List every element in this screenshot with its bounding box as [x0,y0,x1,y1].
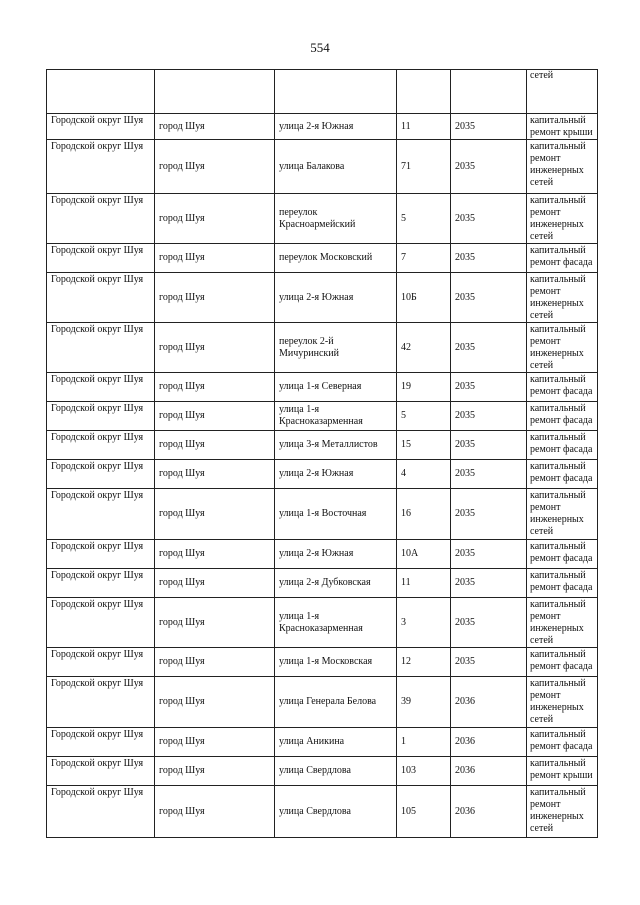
cell-address: переулок Красноармейский [275,194,397,244]
cell-settlement: город Шуя [155,598,275,648]
cell-work-type: капитальный ремонт фасада [527,728,598,757]
cell-work-type: капитальный ремонт инженерных сетей [527,489,598,540]
cell-house-number: 3 [397,598,451,648]
table-row [47,757,598,786]
cell-house-number: 1 [397,728,451,757]
cell-house-number: 16 [397,489,451,540]
cell-house-number: 7 [397,244,451,273]
cell-municipality: Городской округ Шуя [47,373,155,402]
cell-municipality: Городской округ Шуя [47,460,155,489]
cell-work-type: капитальный ремонт крыши [527,114,598,140]
cell-settlement: город Шуя [155,323,275,373]
cell-year: 2035 [451,140,527,194]
cell-municipality: Городской округ Шуя [47,648,155,677]
table-row [47,460,598,489]
table-row [47,194,598,244]
table-row [47,598,598,648]
cell-year: 2035 [451,569,527,598]
cell-municipality: Городской округ Шуя [47,114,155,140]
cell-work-type: капитальный ремонт инженерных сетей [527,598,598,648]
cell-settlement: город Шуя [155,677,275,728]
cell-address: улица Балакова [275,140,397,194]
cell-municipality: Городской округ Шуя [47,540,155,569]
cell-year: 2035 [451,648,527,677]
cell-work-type: капитальный ремонт фасада [527,540,598,569]
cell-settlement: город Шуя [155,569,275,598]
cell-house-number: 5 [397,194,451,244]
cell-address: улица 2-я Дубковская [275,569,397,598]
cell-municipality: Городской округ Шуя [47,323,155,373]
cell-year: 2035 [451,402,527,431]
table-row [47,114,598,140]
cell-work-type: капитальный ремонт крыши [527,757,598,786]
cell-address [275,70,397,114]
cell-year: 2035 [451,373,527,402]
cell-address: улица 1-я Красноказарменная [275,598,397,648]
cell-settlement: город Шуя [155,757,275,786]
cell-municipality: Городской округ Шуя [47,273,155,323]
cell-year: 2035 [451,194,527,244]
cell-house-number: 103 [397,757,451,786]
cell-year: 2035 [451,489,527,540]
table-row [47,569,598,598]
cell-house-number [397,70,451,114]
cell-address: улица 2-я Южная [275,460,397,489]
cell-address: улица 3-я Металлистов [275,431,397,460]
cell-work-type: капитальный ремонт фасада [527,648,598,677]
cell-settlement: город Шуя [155,489,275,540]
cell-address: улица 1-я Северная [275,373,397,402]
cell-address: улица 2-я Южная [275,540,397,569]
cell-year: 2036 [451,728,527,757]
housing-repair-table [46,69,598,838]
cell-year: 2035 [451,114,527,140]
cell-settlement: город Шуя [155,460,275,489]
cell-address: улица Свердлова [275,786,397,838]
cell-work-type: капитальный ремонт инженерных сетей [527,323,598,373]
cell-address: улица 1-я Московская [275,648,397,677]
cell-house-number: 10Б [397,273,451,323]
cell-year: 2036 [451,757,527,786]
cell-settlement: город Шуя [155,431,275,460]
cell-work-type: капитальный ремонт инженерных сетей [527,786,598,838]
cell-settlement: город Шуя [155,402,275,431]
cell-year: 2035 [451,431,527,460]
cell-house-number: 15 [397,431,451,460]
cell-municipality [47,70,155,114]
cell-year: 2035 [451,244,527,273]
table-row [47,402,598,431]
cell-settlement: город Шуя [155,648,275,677]
cell-work-type: капитальный ремонт фасада [527,569,598,598]
cell-house-number: 105 [397,786,451,838]
cell-year: 2035 [451,273,527,323]
table-body [47,70,598,838]
table-row [47,786,598,838]
cell-municipality: Городской округ Шуя [47,140,155,194]
cell-work-type: капитальный ремонт инженерных сетей [527,677,598,728]
cell-work-type: капитальный ремонт фасада [527,460,598,489]
cell-year [451,70,527,114]
table-row [47,244,598,273]
cell-settlement: город Шуя [155,786,275,838]
cell-work-type: капитальный ремонт инженерных сетей [527,194,598,244]
cell-work-type: капитальный ремонт фасада [527,244,598,273]
table-row [47,431,598,460]
cell-address: переулок 2-й Мичуринский [275,323,397,373]
cell-year: 2035 [451,540,527,569]
table-row [47,323,598,373]
cell-settlement: город Шуя [155,728,275,757]
cell-settlement: город Шуя [155,540,275,569]
cell-municipality: Городской округ Шуя [47,431,155,460]
table-row [47,489,598,540]
table-row-continuation [47,70,598,114]
cell-house-number: 42 [397,323,451,373]
cell-house-number: 11 [397,114,451,140]
table-row [47,373,598,402]
cell-address: переулок Московский [275,244,397,273]
cell-settlement: город Шуя [155,273,275,323]
cell-work-type: капитальный ремонт инженерных сетей [527,140,598,194]
cell-municipality: Городской округ Шуя [47,402,155,431]
cell-house-number: 71 [397,140,451,194]
table-row [47,273,598,323]
cell-work-type: капитальный ремонт фасада [527,402,598,431]
cell-address: улица 1-я Восточная [275,489,397,540]
cell-address: улица Генерала Белова [275,677,397,728]
cell-address: улица Свердлова [275,757,397,786]
table-row [47,677,598,728]
cell-work-type: сетей [527,70,598,114]
cell-municipality: Городской округ Шуя [47,757,155,786]
cell-address: улица 2-я Южная [275,273,397,323]
cell-municipality: Городской округ Шуя [47,489,155,540]
cell-year: 2035 [451,323,527,373]
cell-municipality: Городской округ Шуя [47,569,155,598]
cell-settlement: город Шуя [155,140,275,194]
cell-settlement: город Шуя [155,194,275,244]
cell-house-number: 11 [397,569,451,598]
cell-house-number: 10А [397,540,451,569]
cell-house-number: 12 [397,648,451,677]
cell-municipality: Городской округ Шуя [47,677,155,728]
cell-municipality: Городской округ Шуя [47,194,155,244]
cell-address: улица 1-я Красноказарменная [275,402,397,431]
cell-work-type: капитальный ремонт инженерных сетей [527,273,598,323]
cell-address: улица Аникина [275,728,397,757]
table-row [47,648,598,677]
table-row [47,728,598,757]
cell-settlement [155,70,275,114]
cell-year: 2035 [451,460,527,489]
cell-settlement: город Шуя [155,373,275,402]
cell-work-type: капитальный ремонт фасада [527,373,598,402]
table-row [47,540,598,569]
cell-municipality: Городской округ Шуя [47,244,155,273]
cell-year: 2035 [451,598,527,648]
cell-settlement: город Шуя [155,244,275,273]
cell-year: 2036 [451,786,527,838]
cell-house-number: 4 [397,460,451,489]
cell-house-number: 39 [397,677,451,728]
cell-work-type: капитальный ремонт фасада [527,431,598,460]
cell-municipality: Городской округ Шуя [47,598,155,648]
cell-house-number: 5 [397,402,451,431]
cell-address: улица 2-я Южная [275,114,397,140]
cell-settlement: город Шуя [155,114,275,140]
table-row [47,140,598,194]
cell-year: 2036 [451,677,527,728]
cell-house-number: 19 [397,373,451,402]
cell-municipality: Городской округ Шуя [47,786,155,838]
page-number: 554 [310,40,330,55]
cell-municipality: Городской округ Шуя [47,728,155,757]
